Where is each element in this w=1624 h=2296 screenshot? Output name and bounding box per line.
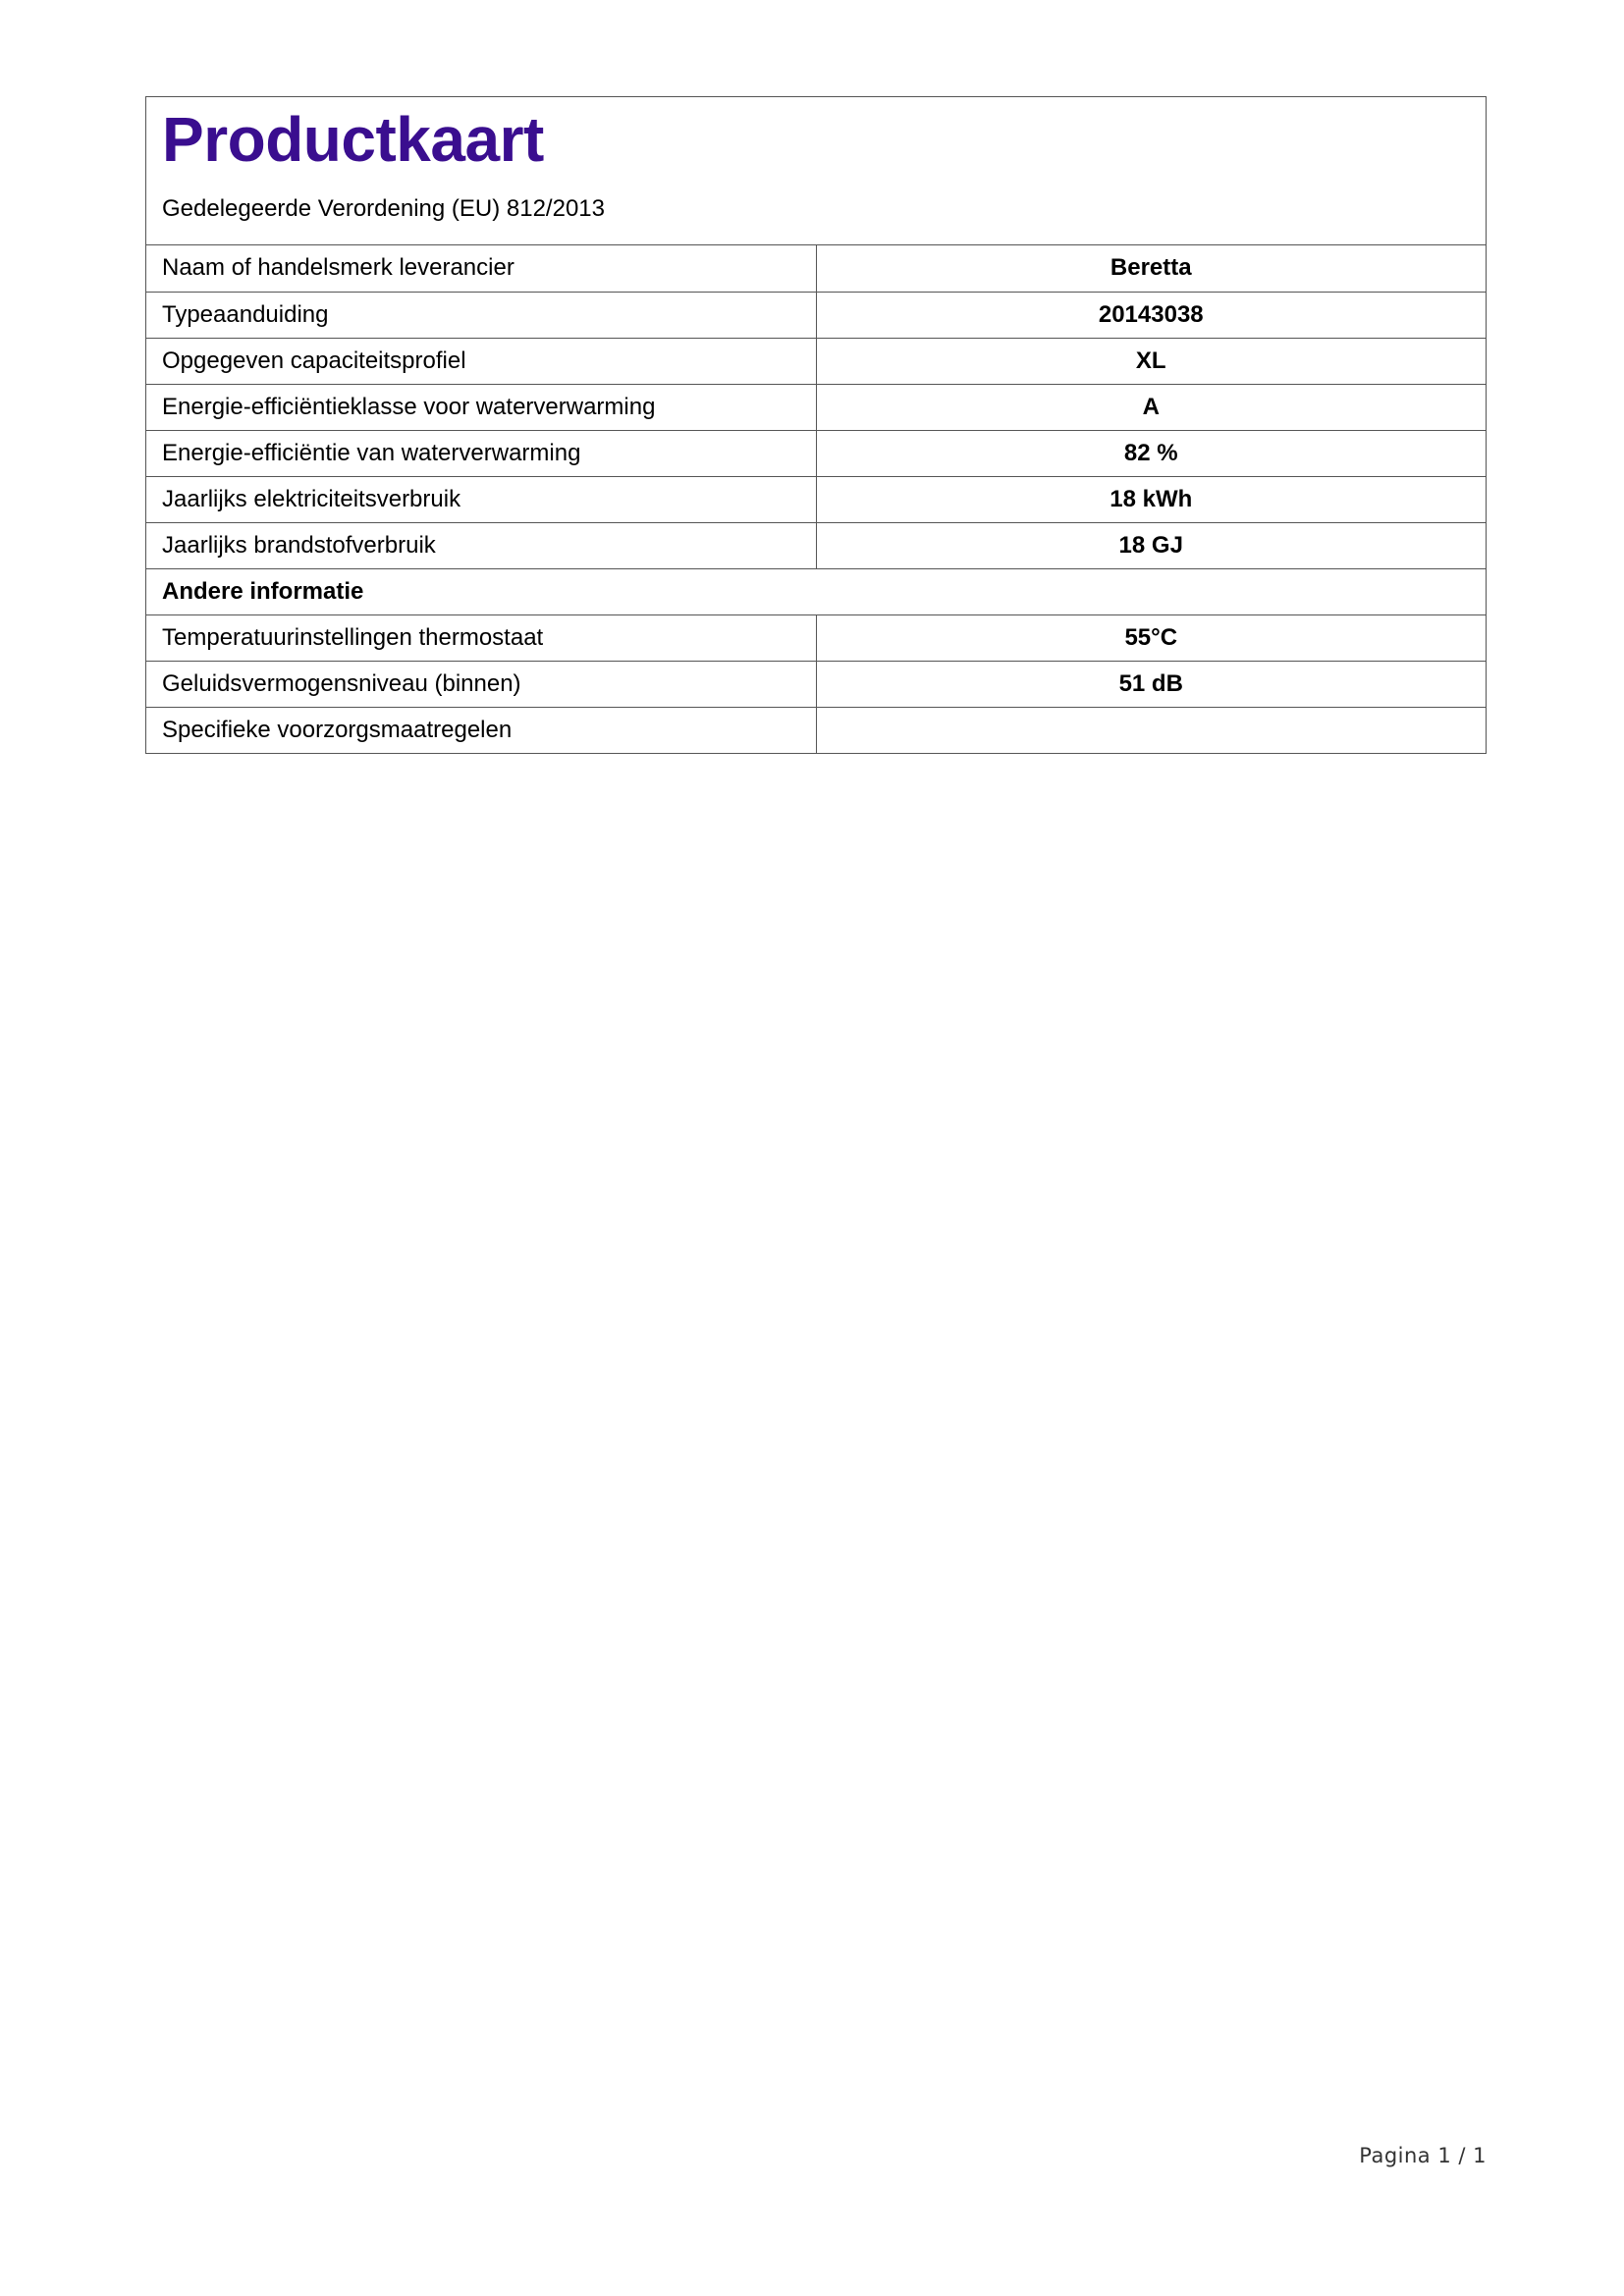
row-label: Jaarlijks brandstofverbruik	[146, 522, 816, 568]
page-title: Productkaart	[162, 104, 544, 175]
card-header	[146, 97, 1486, 245]
row-value: 51 dB	[816, 661, 1486, 707]
row-label: Jaarlijks elektriciteitsverbruik	[146, 476, 816, 522]
row-value: 18 kWh	[816, 476, 1486, 522]
row-label: Naam of handelsmerk leverancier	[146, 245, 816, 292]
table-row	[146, 338, 1486, 384]
spec-table	[146, 245, 1486, 753]
table-row	[146, 430, 1486, 476]
table-row	[146, 707, 1486, 753]
row-value: 82 %	[816, 430, 1486, 476]
table-row	[146, 614, 1486, 661]
row-value: A	[816, 384, 1486, 430]
row-value: 18 GJ	[816, 522, 1486, 568]
row-value: Beretta	[1110, 254, 1192, 282]
table-row	[146, 476, 1486, 522]
row-value: 20143038	[816, 292, 1486, 338]
row-value: XL	[816, 338, 1486, 384]
table-row	[146, 292, 1486, 338]
page-number: Pagina 1 / 1	[1359, 2144, 1487, 2167]
row-label: Specifieke voorzorgsmaatregelen	[146, 707, 816, 753]
table-row	[146, 661, 1486, 707]
row-value	[816, 707, 1486, 753]
table-row	[146, 245, 1486, 292]
row-label: Temperatuurinstellingen thermostaat	[146, 614, 816, 661]
row-label: Opgegeven capaciteitsprofiel	[146, 338, 816, 384]
row-label: Geluidsvermogensniveau (binnen)	[146, 661, 816, 707]
product-card	[145, 96, 1487, 754]
row-label: Energie-efficiëntieklasse voor waterverwarming	[146, 384, 816, 430]
regulation-subtitle: Gedelegeerde Verordening (EU) 812/2013	[162, 195, 605, 222]
row-label: Energie-efficiëntie van waterverwarming	[146, 430, 816, 476]
section-row	[146, 568, 1486, 614]
row-value: 55°C	[816, 614, 1486, 661]
section-heading: Andere informatie	[146, 568, 1486, 614]
table-row	[146, 522, 1486, 568]
table-row	[146, 384, 1486, 430]
row-label: Typeaanduiding	[146, 292, 816, 338]
